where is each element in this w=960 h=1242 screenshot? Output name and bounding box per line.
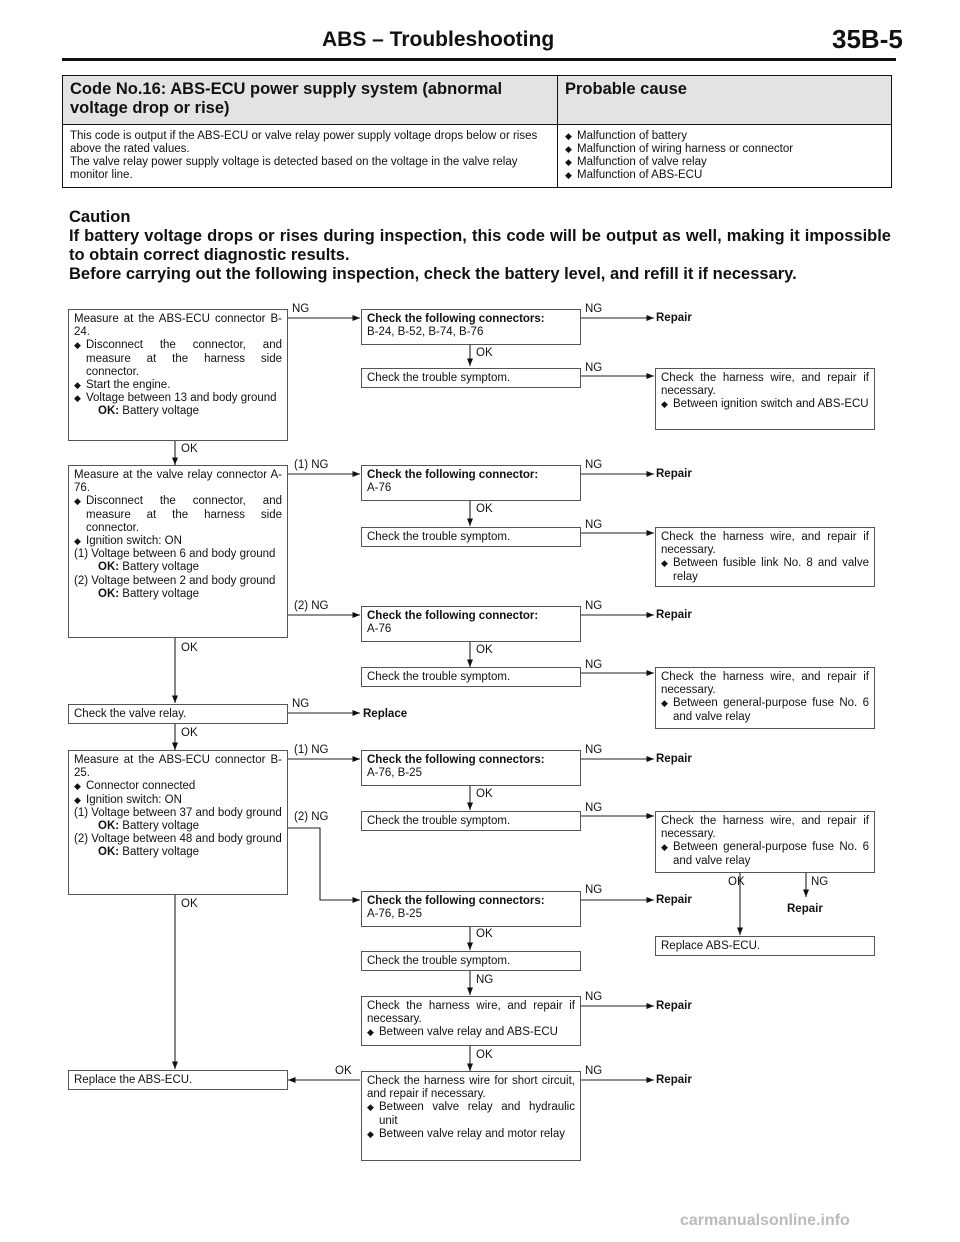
replace-abs-ecu: Replace ABS-ECU.: [655, 936, 875, 956]
check-trouble-symptom: Check the trouble symptom.: [361, 527, 581, 547]
caution-title: Caution: [69, 208, 131, 226]
result-repair: Repair: [656, 1000, 692, 1012]
flow-label: OK: [476, 1049, 493, 1061]
flow-label: OK: [181, 727, 198, 739]
result-repair: Repair: [787, 903, 823, 915]
caution-line: Before carrying out the following inspection, check the battery level, and refill it if necessary.: [69, 265, 797, 283]
flow-label: OK: [728, 876, 745, 888]
cause-item: ◆ Malfunction of battery: [565, 130, 884, 143]
check-valve-relay: Check the valve relay.: [68, 704, 288, 724]
flow-label: (1) NG: [294, 744, 329, 756]
flow-label: OK: [181, 443, 198, 455]
check-harness-fuse-6: Check the harness wire, and repair if necessary. ◆ Between general-purpose fuse No. 6 and valve relay: [655, 667, 875, 729]
caution-line: If battery voltage drops or rises during inspection, this code will be output as well, making it impossible to obtain correct diagnostic results.: [69, 227, 891, 264]
flow-label: (1) NG: [294, 459, 329, 471]
check-connectors-a76-b25: Check the following connectors: A-76, B-25: [361, 891, 581, 927]
flow-label: NG: [585, 659, 603, 671]
flow-label: OK: [181, 642, 198, 654]
check-connectors-a76-b25: Check the following connectors: A-76, B-25: [361, 750, 581, 786]
probable-cause-heading: Probable cause: [558, 76, 892, 125]
check-trouble-symptom: Check the trouble symptom.: [361, 811, 581, 831]
flow-label: NG: [585, 884, 603, 896]
flow-label: OK: [335, 1065, 352, 1077]
flow-label: NG: [585, 459, 603, 471]
flow-label: OK: [181, 898, 198, 910]
result-repair: Repair: [656, 312, 692, 324]
result-repair: Repair: [656, 753, 692, 765]
code-heading: Code No.16: ABS-ECU power supply system (abnormal voltage drop or rise): [63, 76, 558, 125]
flow-label: OK: [476, 347, 493, 359]
description-line: This code is output if the ABS-ECU or valve relay power supply voltage drops below or rises above the rated values.: [70, 130, 538, 155]
flow-label: OK: [476, 644, 493, 656]
check-harness-short-circuit: Check the harness wire for short circuit, and repair if necessary. ◆ Between valve relay and hydraulic unit ◆ Between valve relay and motor relay: [361, 1071, 581, 1161]
flow-label: NG: [811, 876, 829, 888]
check-connector-a76: Check the following connector: A-76: [361, 465, 581, 501]
flow-label: OK: [476, 788, 493, 800]
result-repair: Repair: [656, 1074, 692, 1086]
flow-label: (2) NG: [294, 811, 329, 823]
check-harness-valve-relay-ecu: Check the harness wire, and repair if necessary. ◆ Between valve relay and ABS-ECU: [361, 996, 581, 1046]
page-number: 35B-5: [832, 24, 903, 54]
step-measure-a76: Measure at the valve relay connector A-76. ◆ Disconnect the connector, and measure at the harness side connector. ◆ Ignition switch: ON (1) Voltage between 6 and body ground OK: Battery voltage (2) Voltage between 2 and body ground OK: Battery voltage: [68, 465, 288, 638]
flow-label: NG: [476, 974, 494, 986]
result-repair: Repair: [656, 894, 692, 906]
flow-label: OK: [476, 928, 493, 940]
replace-the-abs-ecu: Replace the ABS-ECU.: [68, 1070, 288, 1090]
flow-label: NG: [585, 744, 603, 756]
flow-label: (2) NG: [294, 600, 329, 612]
step-measure-b25: Measure at the ABS-ECU connector B-25. ◆ Connector connected ◆ Ignition switch: ON (1) Voltage between 37 and body ground OK: Battery voltage (2) Voltage between 48 and body ground OK: Battery voltage: [68, 750, 288, 895]
watermark-footer: carmanualsonline.info: [680, 1212, 850, 1229]
result-replace: Replace: [363, 708, 408, 720]
check-harness-fusible-link: Check the harness wire, and repair if necessary. ◆ Between fusible link No. 8 and valve relay: [655, 527, 875, 587]
flow-label: NG: [585, 991, 603, 1003]
flow-label: NG: [585, 802, 603, 814]
cause-item: ◆ Malfunction of valve relay: [565, 156, 884, 169]
cause-item: ◆ Malfunction of ABS-ECU: [565, 169, 884, 182]
result-repair: Repair: [656, 468, 692, 480]
check-harness-ignition: Check the harness wire, and repair if necessary. ◆ Between ignition switch and ABS-ECU: [655, 368, 875, 430]
flow-label: NG: [585, 1065, 603, 1077]
flow-label: NG: [292, 303, 310, 315]
page-header-title: ABS – Troubleshooting: [322, 28, 555, 51]
check-connectors-b24: Check the following connectors: B-24, B-52, B-74, B-76: [361, 309, 581, 345]
flow-label: NG: [585, 362, 603, 374]
flow-label: NG: [585, 519, 603, 531]
check-harness-fuse-6: Check the harness wire, and repair if necessary. ◆ Between general-purpose fuse No. 6 and valve relay: [655, 811, 875, 873]
flow-label: NG: [292, 698, 310, 710]
flow-label: OK: [476, 503, 493, 515]
check-trouble-symptom: Check the trouble symptom.: [361, 951, 581, 971]
step-measure-b24: Measure at the ABS-ECU connector B-24. ◆ Disconnect the connector, and measure at the harness side connector. ◆ Start the engine. ◆ Voltage between 13 and body ground OK: Battery voltage: [68, 309, 288, 441]
cause-item: ◆ Malfunction of wiring harness or connector: [565, 143, 884, 156]
check-trouble-symptom: Check the trouble symptom.: [361, 368, 581, 388]
check-trouble-symptom: Check the trouble symptom.: [361, 667, 581, 687]
flow-label: NG: [585, 600, 603, 612]
flow-label: NG: [585, 303, 603, 315]
result-repair: Repair: [656, 609, 692, 621]
description-line: The valve relay power supply voltage is detected based on the voltage in the valve relay monitor line.: [70, 156, 518, 181]
check-connector-a76: Check the following connector: A-76: [361, 606, 581, 642]
